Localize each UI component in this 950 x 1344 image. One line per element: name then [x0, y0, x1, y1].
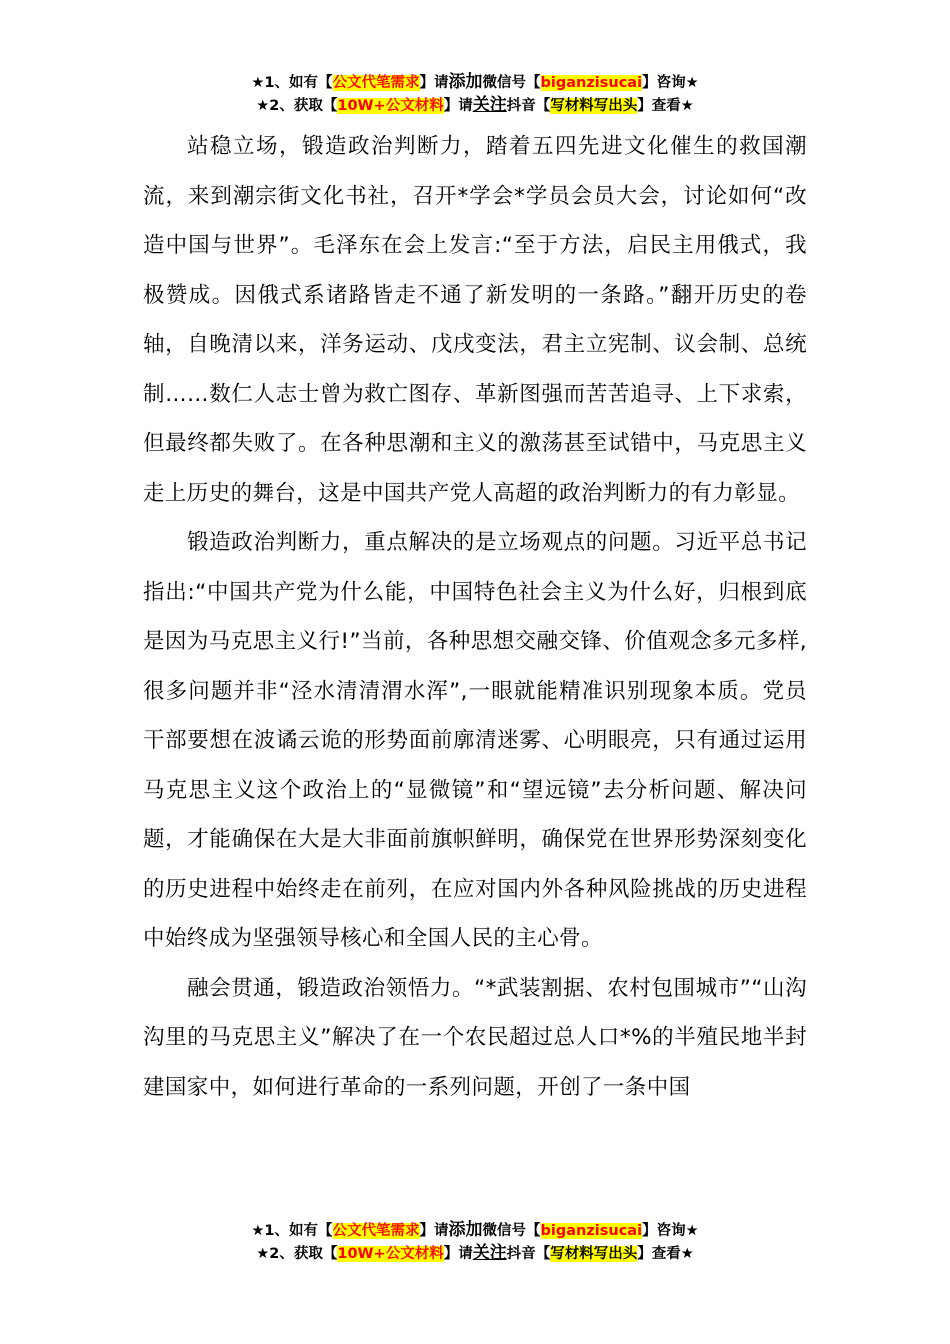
banner-text: 】查看★	[637, 98, 694, 114]
banner-text: ★2、获取【	[256, 1246, 338, 1262]
banner-douyin-id: 写材料写出头	[550, 1246, 638, 1262]
banner-text: 】请	[443, 1246, 473, 1262]
footer-banner	[0, 1219, 950, 1265]
banner-text: ★1、如有【	[251, 1223, 333, 1239]
banner-highlight: 公文代笔需求	[332, 75, 420, 91]
banner-line-1	[0, 71, 950, 94]
banner-emphasis: 添加	[448, 72, 483, 92]
banner-text: 微信号【	[482, 1223, 541, 1239]
paragraph: 融会贯通，锻造政治领悟力。“*武装割据、农村包围城市”“山沟沟里的马克思主义”解决了在一个农民超过总人口*%的半殖民地半封建国家中，如何进行革命的一系列问题，开创了一条中国	[143, 975, 807, 1100]
banner-text: 】请	[443, 98, 473, 114]
banner-text: 】咨询★	[642, 75, 699, 91]
banner-emphasis: 关注	[472, 95, 507, 115]
banner-text: ★1、如有【	[251, 75, 333, 91]
banner-text: 抖音【	[506, 98, 551, 114]
banner-highlight: 公文代笔需求	[332, 1223, 420, 1239]
banner-emphasis: 关注	[472, 1243, 507, 1263]
banner-highlight: 10W+公文材料	[337, 1246, 444, 1262]
banner-wechat-id: biganzisucai	[540, 75, 643, 91]
banner-text: ★2、获取【	[256, 98, 338, 114]
banner-douyin-id: 写材料写出头	[550, 98, 638, 114]
banner-text: 微信号【	[482, 75, 541, 91]
banner-emphasis: 添加	[448, 1220, 483, 1240]
paragraph: 站稳立场，锻造政治判断力，踏着五四先进文化催生的救国潮流，来到潮宗街文化书社，召开*学会*学员会员大会，讨论如何“改造中国与世界”。毛泽东在会上发言:“至于方法，启民主用俄式，我极赞成。因俄式系诸路皆走不通了新发明的一条路。”翻开历史的卷轴，自晚清以来，洋务运动、戊戌变法，君主立宪制、议会制、总统制……数仁人志士曾为救亡图存、革新图强而苦苦追寻、上下求索，但最终都失败了。在各种思潮和主义的激荡甚至试错中，马克思主义走上历史的舞台，这是中国共产党人高超的政治判断力的有力彰显。	[143, 134, 807, 506]
banner-line-2	[0, 94, 950, 117]
banner-highlight: 10W+公文材料	[337, 98, 444, 114]
banner-text: 抖音【	[506, 1246, 551, 1262]
banner-wechat-id: biganzisucai	[540, 1223, 643, 1239]
paragraph: 锻造政治判断力，重点解决的是立场观点的问题。习近平总书记指出:“中国共产党为什么能，中国特色社会主义为什么好，归根到底是因为马克思主义行!”当前，各种思想交融交锋、价值观念多元多样,很多问题并非“泾水清清渭水浑”,一眼就能精准识别现象本质。党员干部要想在波谲云诡的形势面前廓清迷雾、心明眼亮，只有通过运用马克思主义这个政治上的“显微镜”和“望远镜”去分析问题、解决问题，才能确保在大是大非面前旗帜鲜明，确保党在世界形势深刻变化的历史进程中始终走在前列，在应对国内外各种风险挑战的历史进程中始终成为坚强领导核心和全国人民的主心骨。	[143, 530, 807, 951]
header-banner	[0, 71, 950, 117]
banner-text: 】咨询★	[642, 1223, 699, 1239]
banner-text: 】请	[419, 1223, 449, 1239]
banner-line-1	[0, 1219, 950, 1242]
document-body	[143, 122, 807, 1112]
banner-line-2	[0, 1242, 950, 1265]
banner-text: 】查看★	[637, 1246, 694, 1262]
banner-text: 】请	[419, 75, 449, 91]
